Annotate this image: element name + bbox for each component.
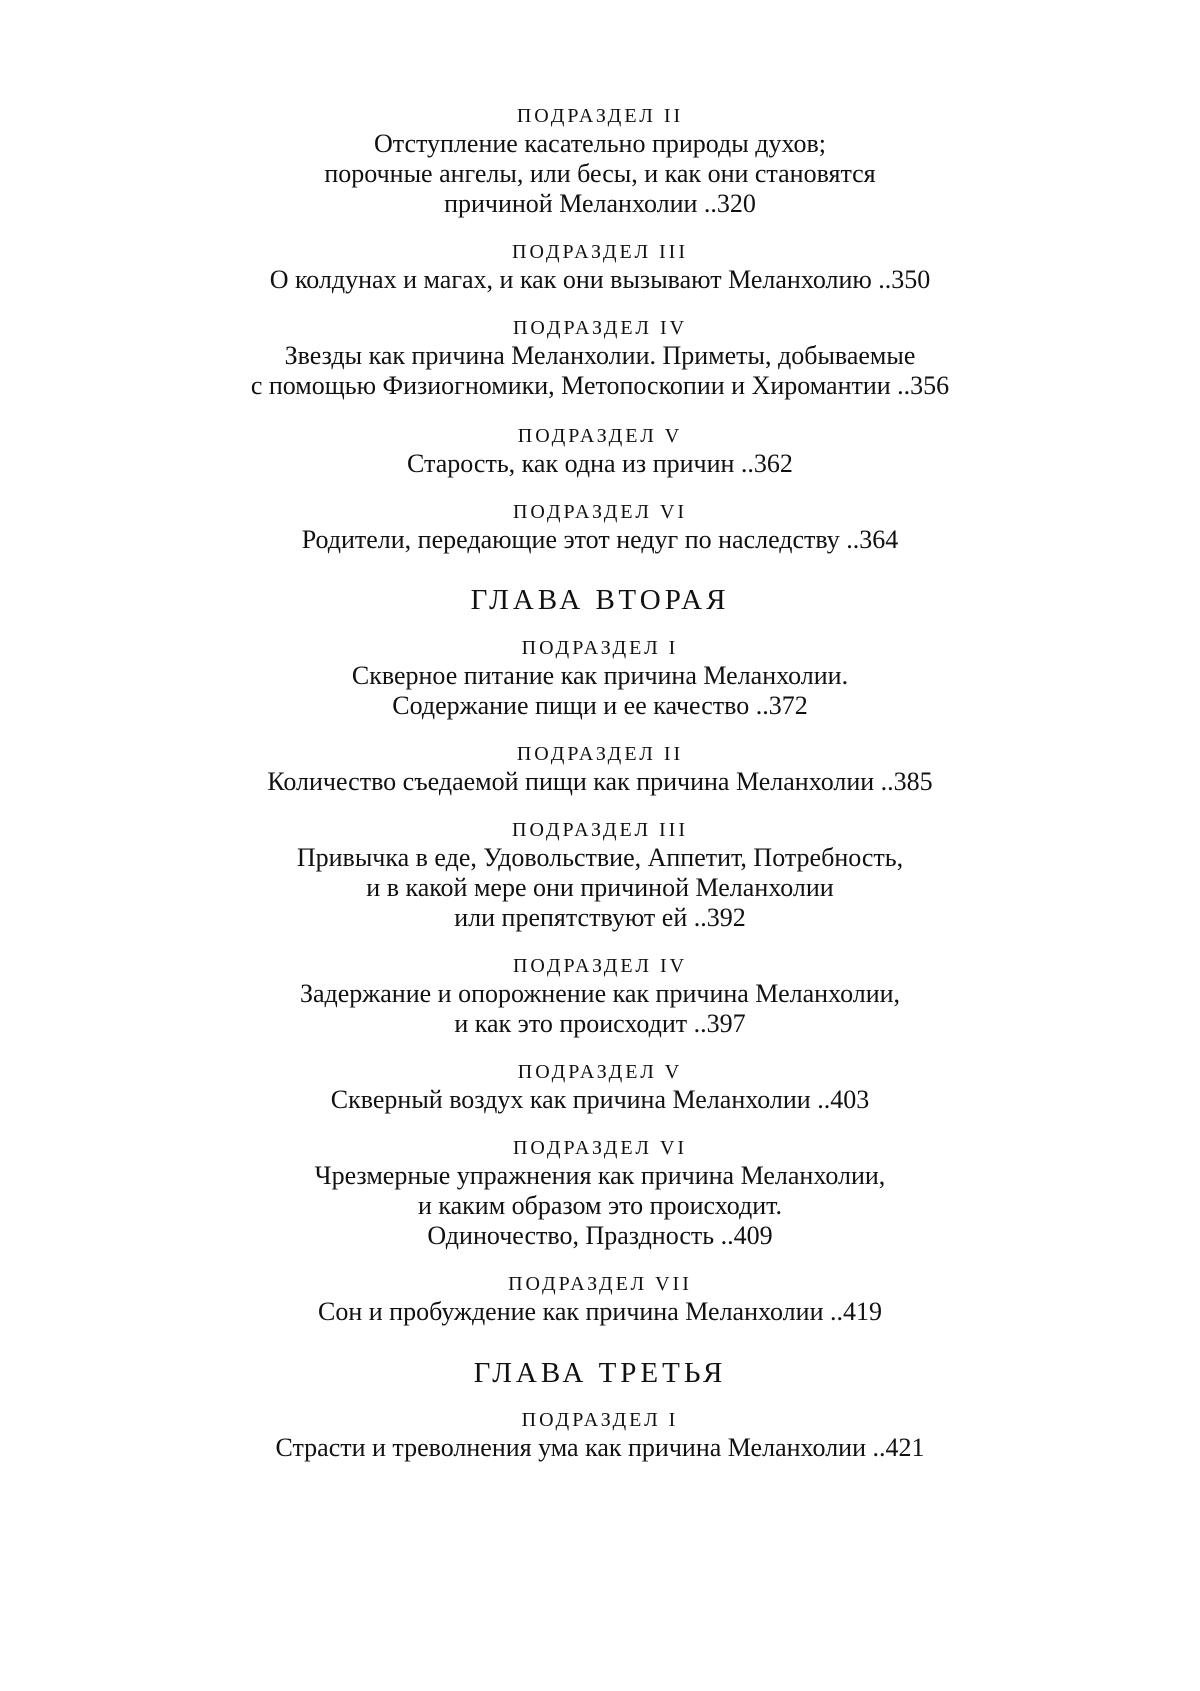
toc-entry-line: и в какой мере они причиной Меланхолии xyxy=(366,873,834,902)
toc-entry-line: Чрезмерные упражнения как причина Меланхолии, xyxy=(314,1161,886,1190)
subsection-heading: ПОДРАЗДЕЛ IV xyxy=(512,317,688,339)
toc-entry-line: порочные ангелы, или бесы, и как они становятся xyxy=(324,159,876,188)
chapter-heading: ГЛАВА ВТОРАЯ xyxy=(470,584,730,616)
toc-entry-line: и каким образом это происходит. xyxy=(417,1191,783,1220)
subsection-heading: ПОДРАЗДЕЛ VI xyxy=(512,1137,688,1159)
toc-entry-line: с помощью Физиогномики, Метопоскопии и Хиромантии ..356 xyxy=(250,371,950,400)
toc-entry-line: Количество съедаемой пищи как причина Меланхолии ..385 xyxy=(267,767,933,796)
subsection-heading: ПОДРАЗДЕЛ I xyxy=(521,1409,679,1431)
toc-entry-line: Родители, передающие этот недуг по наследству ..364 xyxy=(301,525,899,554)
toc-entry-line: Одиночество, Праздность ..409 xyxy=(427,1221,773,1250)
toc-entry-line: причиной Меланхолии ..320 xyxy=(444,189,756,218)
toc-entry-line: Содержание пищи и ее качество ..372 xyxy=(392,691,808,720)
toc-entry-line: Задержание и опорожнение как причина Меланхолии, xyxy=(299,979,901,1008)
subsection-heading: ПОДРАЗДЕЛ III xyxy=(512,819,688,841)
toc-entry-line: Звезды как причина Меланхолии. Приметы, добываемые xyxy=(284,341,916,370)
toc-entry-line: Скверный воздух как причина Меланхолии ..403 xyxy=(330,1085,870,1114)
subsection-heading: ПОДРАЗДЕЛ V xyxy=(517,425,683,447)
toc-entry-line: О колдунах и магах, и как они вызывают Меланхолию ..350 xyxy=(269,265,931,294)
chapter-heading: ГЛАВА ТРЕТЬЯ xyxy=(473,1357,727,1389)
toc-entry-line: Сон и пробуждение как причина Меланхолии ..419 xyxy=(318,1297,882,1326)
subsection-heading: ПОДРАЗДЕЛ II xyxy=(516,743,684,765)
toc-entry-line: Старость, как одна из причин ..362 xyxy=(407,449,793,478)
toc-entry-line: Страсти и треволнения ума как причина Меланхолии ..421 xyxy=(275,1433,925,1462)
subsection-heading: ПОДРАЗДЕЛ V xyxy=(517,1061,683,1083)
subsection-heading: ПОДРАЗДЕЛ I xyxy=(521,637,679,659)
toc-entry-line: Привычка в еде, Удовольствие, Аппетит, Потребность, xyxy=(296,843,904,872)
subsection-heading: ПОДРАЗДЕЛ III xyxy=(512,241,688,263)
toc-entry-line: Скверное питание как причина Меланхолии. xyxy=(351,661,849,690)
subsection-heading: ПОДРАЗДЕЛ VII xyxy=(508,1273,692,1295)
subsection-heading: ПОДРАЗДЕЛ IV xyxy=(512,955,688,977)
subsection-heading: ПОДРАЗДЕЛ II xyxy=(516,105,684,127)
toc-entry-line: или препятствуют ей ..392 xyxy=(454,903,746,932)
subsection-heading: ПОДРАЗДЕЛ VI xyxy=(512,501,688,523)
toc-entry-line: Отступление касательно природы духов; xyxy=(374,129,826,158)
toc-entry-line: и как это происходит ..397 xyxy=(454,1009,746,1038)
